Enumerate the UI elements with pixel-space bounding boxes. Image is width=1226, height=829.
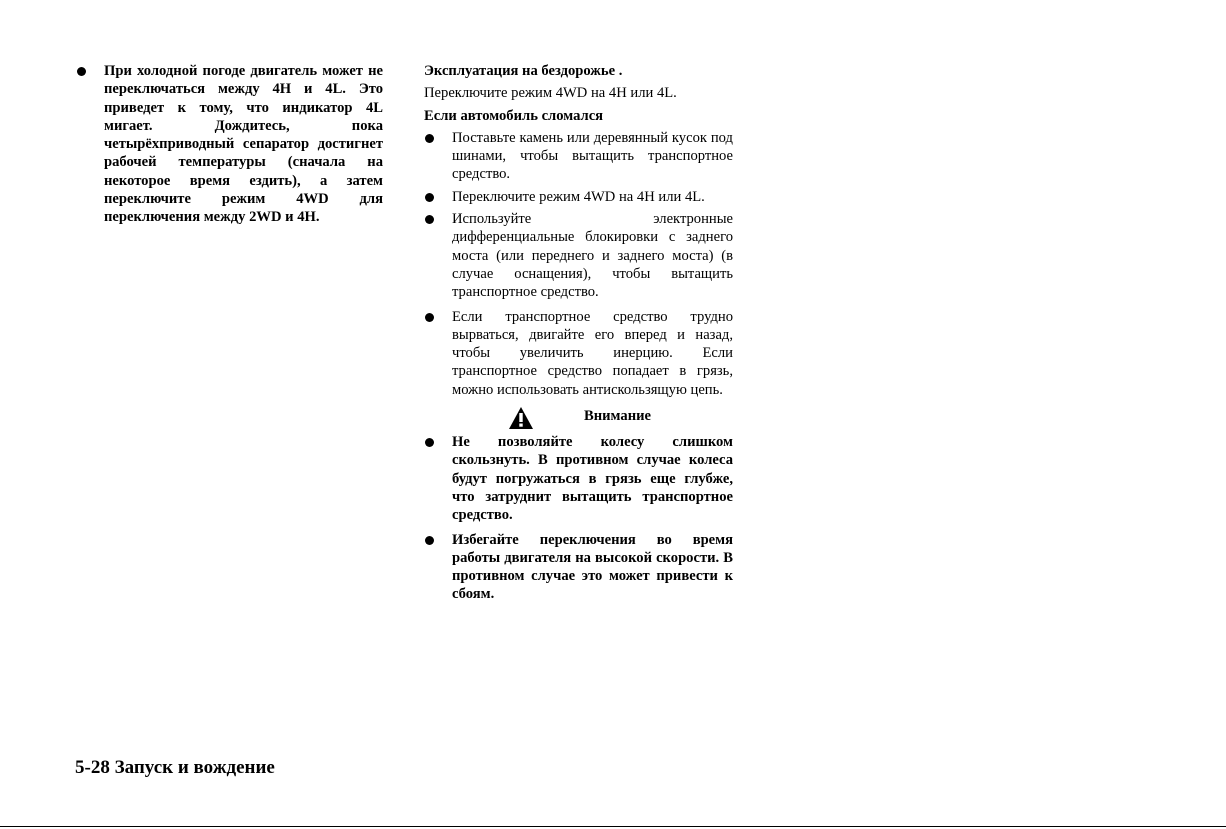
bullet-dot-icon — [77, 67, 86, 76]
cold-weather-note: При холодной погоде двигатель может не переключаться между 4H и 4L. Это приведет к тому, что индикатор 4L мигает. Дождитесь, пока четырёхприводный сепаратор достигнет рабочей температуры (сначала на некоторое время ездить), а затем переключите режим 4WD для переключения между 2WD и 4H. — [104, 63, 383, 226]
left-column — [76, 62, 383, 227]
bottom-divider — [0, 826, 1226, 827]
warning-header — [424, 405, 733, 433]
stuck-heading: Если автомобиль сломался — [424, 107, 604, 124]
list-item — [424, 129, 733, 184]
bullet-dot-icon — [425, 193, 434, 202]
page-footer: 5-28 Запуск и вождение — [75, 757, 275, 778]
offroad-heading: Эксплуатация на бездорожье . — [424, 63, 623, 79]
warning-item-text: Избегайте переключения во время работы двигателя на высокой скорости. В противном случае это может привести к сбоям. — [452, 531, 733, 603]
warning-title: Внимание — [584, 408, 651, 425]
stuck-item-text: Используйте электронные дифференциальные блокировки с заднего моста (или переднего и заднего моста) (в случае оснащения), чтобы вытащить транспортное средство. — [452, 211, 733, 301]
list-item — [424, 210, 733, 301]
bullet-dot-icon — [425, 134, 434, 143]
offroad-text: Переключите режим 4WD на 4H или 4L. — [424, 85, 677, 102]
bullet-dot-icon — [425, 438, 434, 447]
bullet-dot-icon — [425, 215, 434, 224]
right-column — [424, 62, 733, 604]
stuck-item-text: Если транспортное средство трудно вырваться, двигайте его вперед и назад, чтобы увеличить инерцию. Если транспортное средство попадает в грязь, можно использовать антискользящую цепь. — [452, 308, 733, 398]
stuck-item-text: Переключите режим 4WD на 4H или 4L. — [452, 188, 705, 205]
stuck-item-text: Поставьте камень или деревянный кусок под шинами, чтобы вытащить транспортное средство. — [452, 129, 733, 183]
bullet-dot-icon — [425, 536, 434, 545]
list-item — [424, 188, 733, 206]
list-item — [424, 308, 733, 399]
list-item — [424, 433, 733, 524]
list-item — [76, 62, 383, 227]
bullet-dot-icon — [425, 313, 434, 322]
warning-triangle-icon — [508, 406, 534, 430]
list-item — [424, 531, 733, 604]
warning-item-text: Не позволяйте колесу слишком скользнуть. В противном случае колеса будут погружаться в грязь еще глубже, что затруднит вытащить транспортное средство. — [452, 434, 733, 524]
